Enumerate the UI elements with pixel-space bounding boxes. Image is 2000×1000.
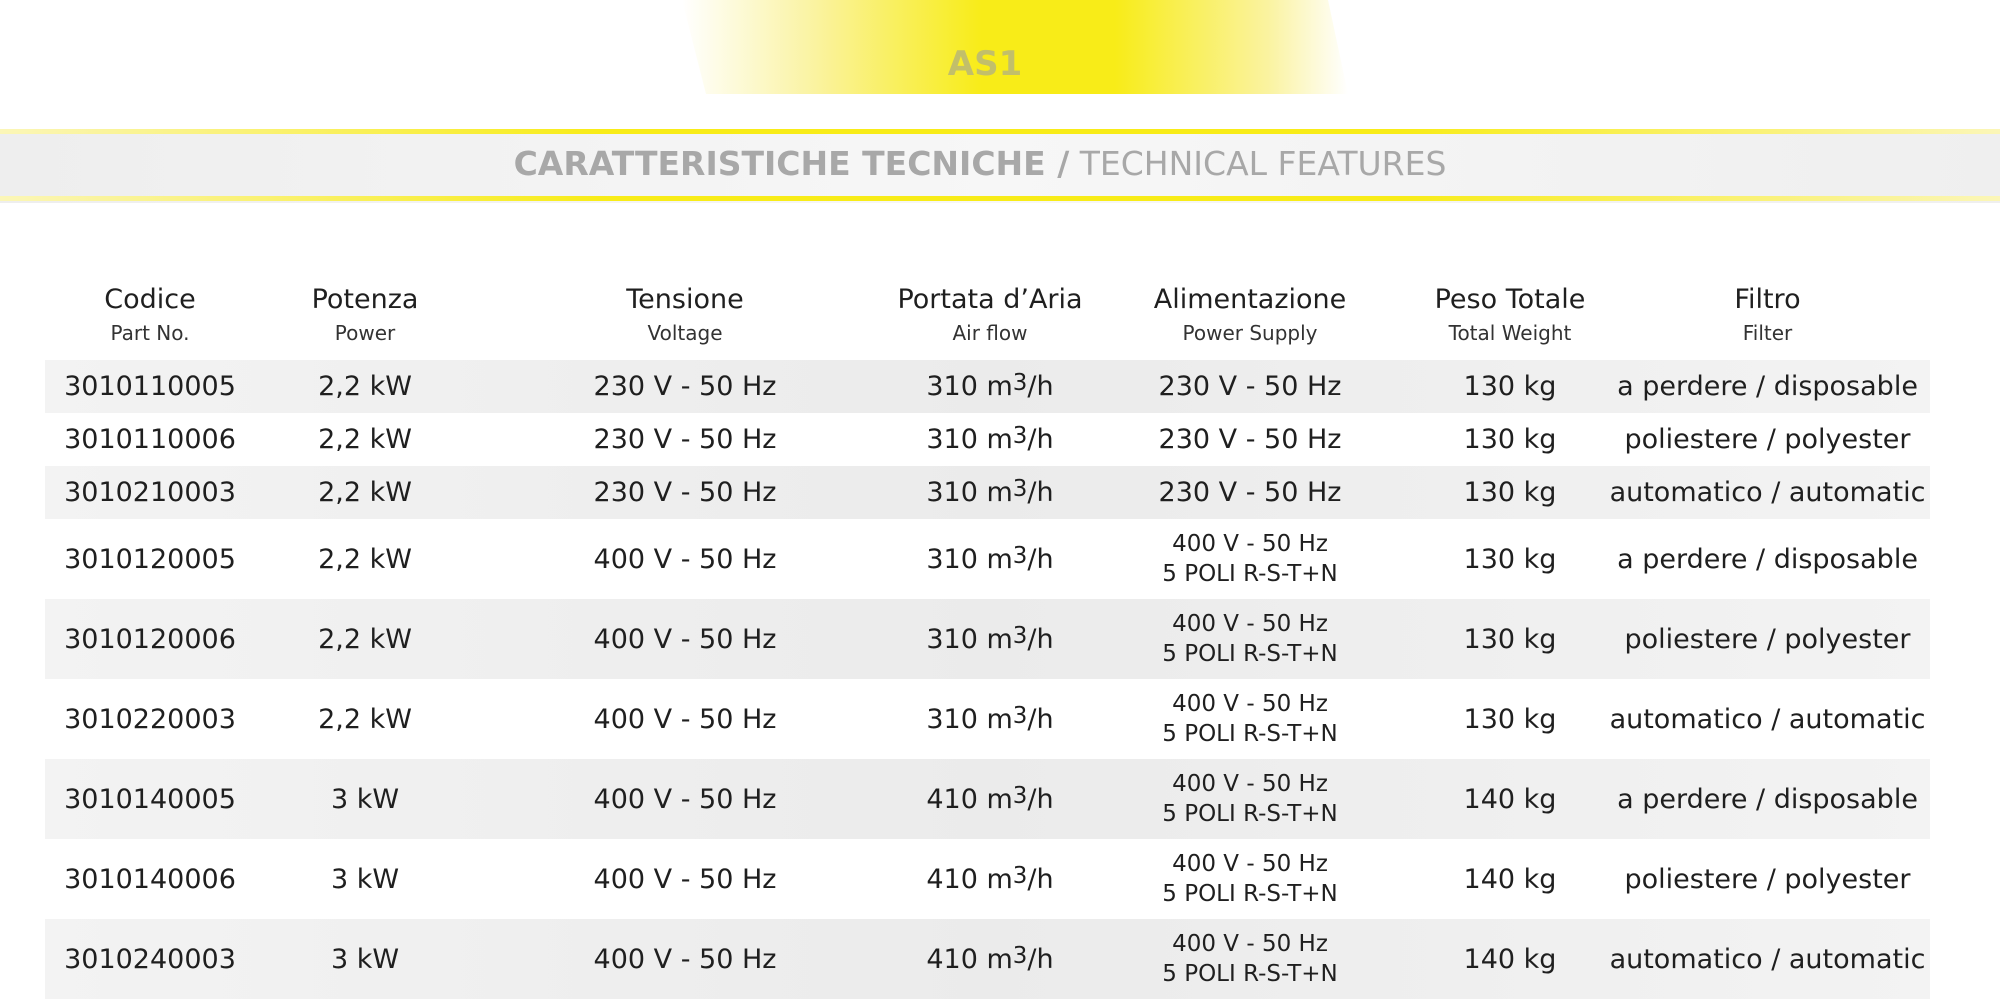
cell-power: 3 kW <box>330 783 400 815</box>
table-row <box>45 360 1930 413</box>
supply-line-1: 400 V - 50 Hz <box>1172 931 1328 957</box>
supply-line-2: 5 POLI R-S-T+N <box>1162 561 1338 587</box>
cell-supply: 230 V - 50 Hz <box>1158 477 1342 508</box>
col-header-sub: Total Weight <box>1448 321 1572 345</box>
cell-power: 2,2 kW <box>318 371 412 402</box>
table-row <box>45 839 1930 919</box>
table-row <box>45 759 1930 839</box>
cell-filter: poliestere / polyester <box>1624 623 1911 655</box>
supply-line-2: 5 POLI R-S-T+N <box>1162 961 1338 987</box>
cell-weight: 130 kg <box>1463 623 1557 655</box>
airflow-exponent: 3 <box>1012 542 1028 569</box>
cell-weight: 130 kg <box>1463 477 1557 508</box>
cell-code: 3010140006 <box>64 863 236 895</box>
cell-weight: 140 kg <box>1463 863 1557 895</box>
section-title-it: CARATTERISTICHE TECNICHE / <box>513 144 1070 183</box>
supply-line-2: 5 POLI R-S-T+N <box>1162 721 1338 747</box>
cell-voltage: 400 V - 50 Hz <box>593 863 777 895</box>
cell-supply: 230 V - 50 Hz <box>1158 424 1342 455</box>
table-row <box>45 413 1930 466</box>
col-header-sub: Filter <box>1742 321 1793 345</box>
airflow-exponent: 3 <box>1012 782 1028 809</box>
col-header-main: Potenza <box>311 284 419 315</box>
table-body <box>45 360 1930 999</box>
col-header-sub: Power <box>334 321 396 345</box>
cell-power: 2,2 kW <box>318 703 412 735</box>
table-row <box>45 679 1930 759</box>
cell-filter: a perdere / disposable <box>1617 371 1918 402</box>
cell-voltage: 400 V - 50 Hz <box>593 783 777 815</box>
airflow-unit: /h <box>1027 863 1054 895</box>
cell-code: 3010110005 <box>64 371 236 402</box>
col-header-main: Peso Totale <box>1434 284 1586 315</box>
cell-voltage: 400 V - 50 Hz <box>593 703 777 735</box>
table-header <box>45 280 1930 360</box>
cell-code: 3010210003 <box>64 477 236 508</box>
table-row <box>45 919 1930 999</box>
airflow-value: 410 m <box>926 783 1013 815</box>
airflow-exponent: 3 <box>1012 423 1028 450</box>
airflow-unit: /h <box>1027 543 1054 575</box>
cell-supply: 230 V - 50 Hz <box>1158 371 1342 402</box>
col-header-main: Codice <box>104 284 196 315</box>
section-title-en: TECHNICAL FEATURES <box>1079 144 1447 183</box>
cell-code: 3010140005 <box>64 783 236 815</box>
airflow-unit: /h <box>1027 783 1054 815</box>
supply-line-1: 400 V - 50 Hz <box>1172 771 1328 797</box>
airflow-value: 310 m <box>926 477 1013 508</box>
cell-power: 3 kW <box>330 943 400 975</box>
col-header-code <box>45 280 255 346</box>
cell-weight: 130 kg <box>1463 371 1557 402</box>
col-header-main: Alimentazione <box>1153 284 1347 315</box>
cell-voltage: 400 V - 50 Hz <box>593 623 777 655</box>
airflow-unit: /h <box>1027 371 1054 402</box>
col-header-power <box>275 280 455 346</box>
supply-line-1: 400 V - 50 Hz <box>1172 531 1328 557</box>
cell-filter: automatico / automatic <box>1609 477 1926 508</box>
airflow-unit: /h <box>1027 943 1054 975</box>
cell-power: 3 kW <box>330 863 400 895</box>
cell-voltage: 400 V - 50 Hz <box>593 543 777 575</box>
supply-line-1: 400 V - 50 Hz <box>1172 851 1328 877</box>
cell-weight: 140 kg <box>1463 783 1557 815</box>
section-title <box>0 144 1960 183</box>
airflow-value: 310 m <box>926 623 1013 655</box>
col-header-main: Portata d’Aria <box>897 284 1083 315</box>
supply-line-1: 400 V - 50 Hz <box>1172 691 1328 717</box>
airflow-value: 310 m <box>926 703 1013 735</box>
col-header-sub: Air flow <box>952 321 1028 345</box>
cell-filter: a perdere / disposable <box>1617 543 1918 575</box>
supply-line-2: 5 POLI R-S-T+N <box>1162 641 1338 667</box>
table-row <box>45 519 1930 599</box>
airflow-exponent: 3 <box>1012 942 1028 969</box>
airflow-value: 310 m <box>926 371 1013 402</box>
cell-voltage: 230 V - 50 Hz <box>593 477 777 508</box>
cell-filter: automatico / automatic <box>1609 703 1926 735</box>
airflow-value: 310 m <box>926 543 1013 575</box>
supply-line-2: 5 POLI R-S-T+N <box>1162 801 1338 827</box>
cell-power: 2,2 kW <box>318 543 412 575</box>
airflow-exponent: 3 <box>1012 862 1028 889</box>
col-header-voltage <box>525 280 845 346</box>
cell-filter: poliestere / polyester <box>1624 863 1911 895</box>
cell-power: 2,2 kW <box>318 623 412 655</box>
airflow-value: 310 m <box>926 424 1013 455</box>
cell-code: 3010110006 <box>64 424 236 455</box>
col-header-main: Tensione <box>626 284 744 315</box>
cell-code: 3010120006 <box>64 623 236 655</box>
airflow-exponent: 3 <box>1012 370 1028 397</box>
cell-filter: a perdere / disposable <box>1617 783 1918 815</box>
cell-voltage: 230 V - 50 Hz <box>593 424 777 455</box>
cell-power: 2,2 kW <box>318 424 412 455</box>
airflow-value: 410 m <box>926 943 1013 975</box>
table-row <box>45 599 1930 679</box>
supply-line-2: 5 POLI R-S-T+N <box>1162 881 1338 907</box>
cell-voltage: 230 V - 50 Hz <box>593 371 777 402</box>
col-header-filter <box>1605 280 1930 346</box>
cell-weight: 140 kg <box>1463 943 1557 975</box>
col-header-sub: Power Supply <box>1182 321 1318 345</box>
cell-power: 2,2 kW <box>318 477 412 508</box>
cell-code: 3010240003 <box>64 943 236 975</box>
cell-code: 3010220003 <box>64 703 236 735</box>
cell-filter: automatico / automatic <box>1609 943 1926 975</box>
cell-filter: poliestere / polyester <box>1624 424 1911 455</box>
airflow-value: 410 m <box>926 863 1013 895</box>
airflow-exponent: 3 <box>1012 702 1028 729</box>
cell-weight: 130 kg <box>1463 703 1557 735</box>
cell-weight: 130 kg <box>1463 543 1557 575</box>
airflow-unit: /h <box>1027 424 1054 455</box>
col-header-sub: Part No. <box>110 321 190 345</box>
airflow-unit: /h <box>1027 623 1054 655</box>
col-header-sub: Voltage <box>647 321 723 345</box>
supply-line-1: 400 V - 50 Hz <box>1172 611 1328 637</box>
col-header-main: Filtro <box>1734 284 1801 315</box>
cell-weight: 130 kg <box>1463 424 1557 455</box>
model-title: AS1 <box>947 44 1023 84</box>
airflow-exponent: 3 <box>1012 476 1028 503</box>
airflow-unit: /h <box>1027 703 1054 735</box>
table-row <box>45 466 1930 519</box>
cell-code: 3010120005 <box>64 543 236 575</box>
airflow-unit: /h <box>1027 477 1054 508</box>
airflow-exponent: 3 <box>1012 622 1028 649</box>
cell-voltage: 400 V - 50 Hz <box>593 943 777 975</box>
